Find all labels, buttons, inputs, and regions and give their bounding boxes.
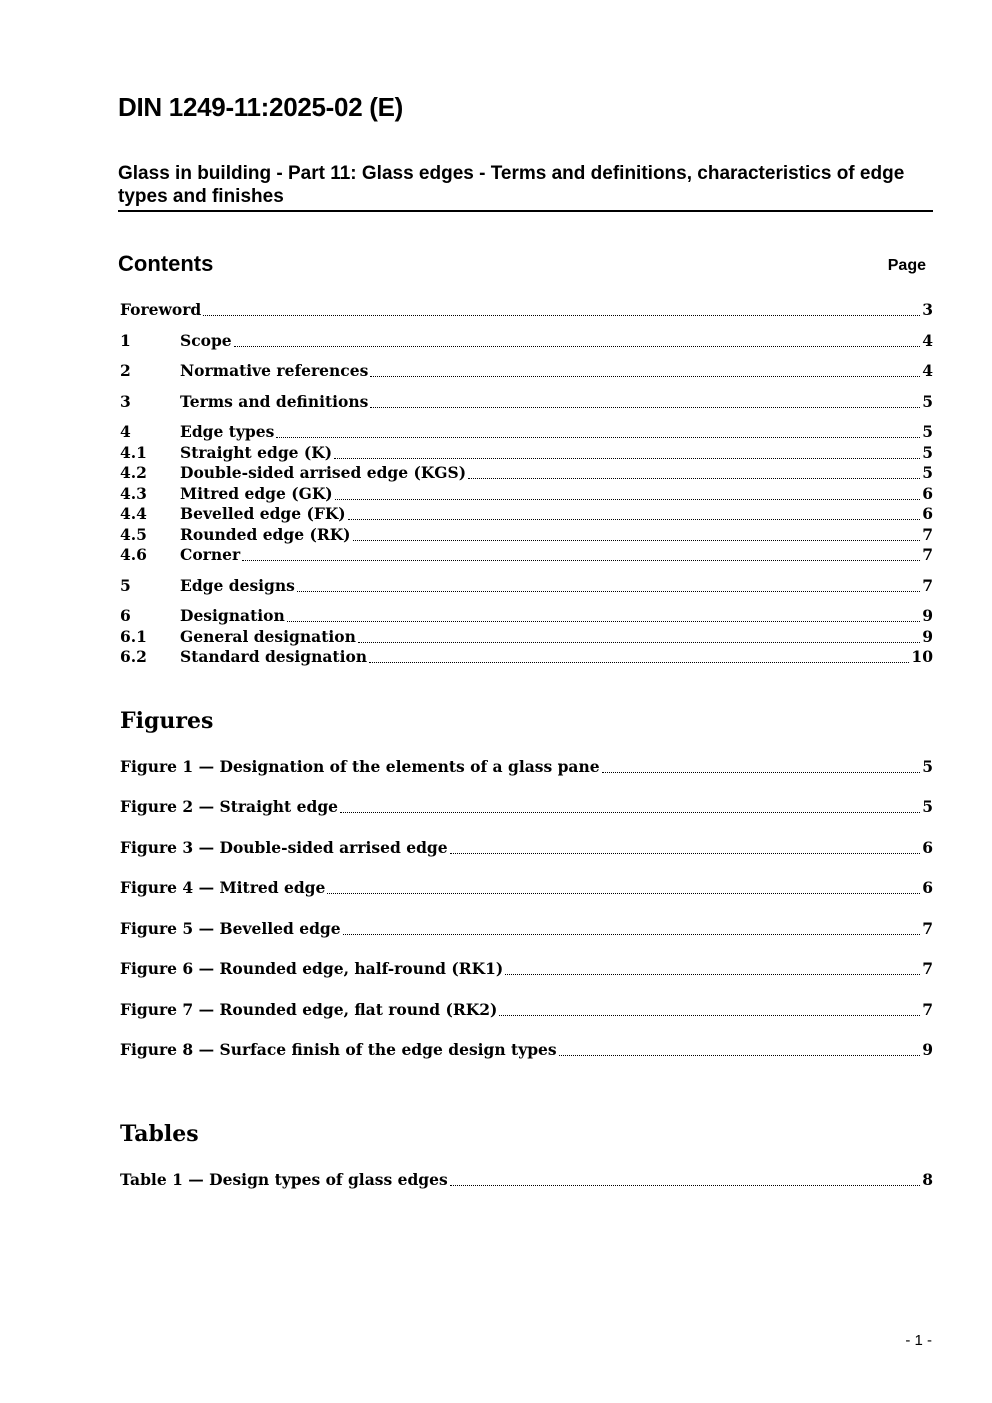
toc-entry-number: 2	[120, 361, 131, 380]
dot-leader	[335, 498, 921, 500]
dot-leader	[370, 406, 920, 408]
toc-entry-number: 6	[120, 606, 131, 625]
figure-entry[interactable]	[120, 797, 933, 817]
toc-entry[interactable]	[120, 331, 933, 351]
toc-entry[interactable]	[120, 361, 933, 381]
toc-entry-page: 4	[922, 331, 933, 350]
toc-entry-label: Normative references	[180, 361, 369, 380]
toc-entry[interactable]	[120, 392, 933, 412]
figure-entry-page: 6	[922, 838, 933, 857]
toc-entry-number: 4.6	[120, 545, 147, 564]
dot-leader	[505, 973, 920, 975]
toc-entry-number: 1	[120, 331, 131, 350]
dot-leader	[468, 477, 920, 479]
toc-entry-label: Double-sided arrised edge (KGS)	[180, 463, 467, 482]
page-column-label: Page	[887, 257, 926, 274]
toc-entry-number: 6.2	[120, 647, 147, 666]
toc-entry-label: Scope	[180, 331, 232, 350]
figure-entry-page: 9	[922, 1040, 933, 1059]
figure-entry-page: 7	[922, 919, 933, 938]
toc-entry-page: 7	[922, 576, 933, 595]
toc-entry[interactable]	[120, 545, 933, 565]
dot-leader	[297, 590, 920, 592]
toc-entry-label: Edge types	[180, 422, 275, 441]
toc-entry-label: Rounded edge (RK)	[180, 525, 351, 544]
dot-leader	[353, 539, 921, 541]
figure-entry-label: Figure 8 — Surface finish of the edge design types	[120, 1040, 557, 1059]
dot-leader	[369, 661, 909, 663]
toc-entry-number: 4.3	[120, 484, 147, 503]
toc-entry-page: 10	[911, 647, 933, 666]
toc-entry-page: 6	[922, 504, 933, 523]
toc-entry-label: Bevelled edge (FK)	[180, 504, 346, 523]
toc-entry-number: 4.2	[120, 463, 147, 482]
table-entry[interactable]	[120, 1170, 933, 1190]
toc-entry[interactable]	[120, 647, 933, 667]
toc-entry[interactable]	[120, 627, 933, 647]
dot-leader	[327, 892, 920, 894]
figure-entry[interactable]	[120, 959, 933, 979]
figure-entry-label: Figure 2 — Straight edge	[120, 797, 339, 816]
dot-leader	[499, 1014, 920, 1016]
figure-entry-page: 7	[922, 959, 933, 978]
toc-entry-label: Corner	[180, 545, 241, 564]
figure-entry-label: Figure 3 — Double-sided arrised edge	[120, 838, 448, 857]
dot-leader	[602, 771, 921, 773]
figure-entry-page: 7	[922, 1000, 933, 1019]
toc-entry-page: 5	[922, 463, 933, 482]
toc-entry-number: 6.1	[120, 627, 147, 646]
toc-entry-label: Foreword	[120, 300, 202, 319]
table-entry-page: 8	[922, 1170, 933, 1189]
toc-entry[interactable]	[120, 443, 933, 463]
dot-leader	[450, 852, 921, 854]
dot-leader	[370, 375, 920, 377]
toc-entry-page: 9	[922, 627, 933, 646]
toc-entry-page: 6	[922, 484, 933, 503]
dot-leader	[234, 345, 921, 347]
figure-entry[interactable]	[120, 838, 933, 858]
toc-entry[interactable]	[120, 525, 933, 545]
toc-entry-number: 4.4	[120, 504, 147, 523]
dot-leader	[343, 933, 921, 935]
toc-entry-page: 5	[922, 443, 933, 462]
dot-leader	[358, 641, 920, 643]
figures-heading: Figures	[120, 708, 214, 734]
toc-entry[interactable]	[120, 463, 933, 483]
tables-heading: Tables	[120, 1121, 199, 1147]
toc-entry-number: 3	[120, 392, 131, 411]
toc-entry-page: 7	[922, 525, 933, 544]
figure-entry[interactable]	[120, 919, 933, 939]
toc-entry-number: 4.5	[120, 525, 147, 544]
figure-entry[interactable]	[120, 1040, 933, 1060]
figure-entry[interactable]	[120, 878, 933, 898]
toc-entry-label: Edge designs	[180, 576, 295, 595]
toc-entry-page: 3	[922, 300, 933, 319]
toc-entry-page: 5	[922, 422, 933, 441]
figure-entry[interactable]	[120, 757, 933, 777]
figure-entry-label: Figure 5 — Bevelled edge	[120, 919, 341, 938]
dot-leader	[340, 811, 920, 813]
dot-leader	[242, 559, 920, 561]
dot-leader	[287, 620, 920, 622]
table-entry-label: Table 1 — Design types of glass edges	[120, 1170, 448, 1189]
figure-entry-page: 5	[922, 757, 933, 776]
toc-entry-label: Straight edge (K)	[180, 443, 333, 462]
toc-entry-label: Designation	[180, 606, 285, 625]
toc-entry-page: 4	[922, 361, 933, 380]
footer-page-number: - 1 -	[905, 1332, 932, 1349]
toc-entry-label: Terms and definitions	[180, 392, 369, 411]
dot-leader	[450, 1184, 920, 1186]
toc-entry-page: 9	[922, 606, 933, 625]
figure-entry-page: 5	[922, 797, 933, 816]
toc-entry-number: 4.1	[120, 443, 147, 462]
toc-entry-number: 4	[120, 422, 131, 441]
figure-entry-label: Figure 1 — Designation of the elements of a glass pane	[120, 757, 600, 776]
toc-entry-label: Mitred edge (GK)	[180, 484, 333, 503]
toc-entry-page: 5	[922, 392, 933, 411]
toc-entry-page: 7	[922, 545, 933, 564]
figure-entry-label: Figure 4 — Mitred edge	[120, 878, 326, 897]
figure-entry-page: 6	[922, 878, 933, 897]
contents-heading: Contents	[118, 251, 214, 276]
toc-entry-label: Standard designation	[180, 647, 368, 666]
dot-leader	[203, 314, 920, 316]
toc-entry[interactable]	[120, 576, 933, 596]
figure-entry-label: Figure 7 — Rounded edge, flat round (RK2)	[120, 1000, 498, 1019]
toc-entry[interactable]	[120, 422, 933, 442]
dot-leader	[276, 436, 920, 438]
toc-entry[interactable]	[120, 606, 933, 626]
toc-entry-foreword[interactable]	[120, 300, 933, 320]
figure-entry[interactable]	[120, 1000, 933, 1020]
dot-leader	[334, 457, 920, 459]
toc-entry[interactable]	[120, 484, 933, 504]
toc-entry-label: General designation	[180, 627, 356, 646]
toc-entry[interactable]	[120, 504, 933, 524]
figure-entry-label: Figure 6 — Rounded edge, half-round (RK1)	[120, 959, 504, 978]
dot-leader	[559, 1054, 921, 1056]
dot-leader	[348, 518, 921, 520]
toc-entry-number: 5	[120, 576, 131, 595]
document-title: Glass in building - Part 11: Glass edges - Terms and definitions, characteristics of edge types and finishes	[118, 162, 933, 212]
document-id: DIN 1249-11:2025-02 (E)	[118, 92, 404, 122]
